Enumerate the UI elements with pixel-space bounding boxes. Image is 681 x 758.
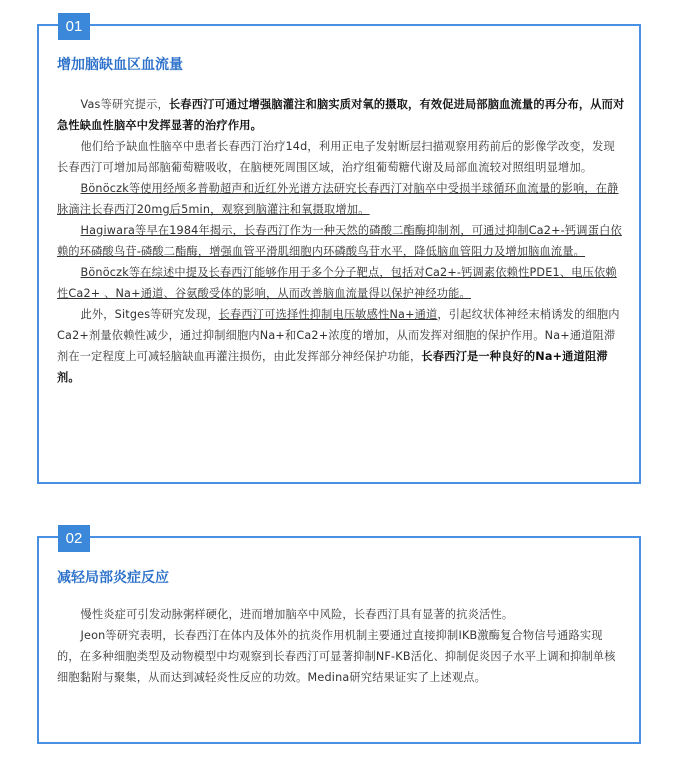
- paragraph: 慢性炎症可引发动脉粥样硬化，进而增加脑卒中风险，长春西汀具有显著的抗炎活性。: [80, 608, 514, 621]
- paragraph-underlined: Hagiwara等早在1984年揭示，长春西汀作为一种天然的磷酸二酯酶抑制剂，可通过抑制Ca2+-钙调蛋白依赖的环磷酸鸟苷-磷酸二酯酶，增强血管平滑肌细胞内环磷酸鸟苷水平，降低脑血管阻力及增加脑血流量。: [57, 224, 622, 258]
- section-card-2: [37, 530, 641, 744]
- paragraph: [57, 94, 625, 136]
- section-number-badge: 01: [58, 13, 90, 40]
- paragraph: [57, 304, 625, 388]
- bold-conclusion: 长春西汀是一种良好的Na+通道阻滞剂。: [57, 350, 608, 384]
- section-body: [57, 94, 625, 388]
- section-title: 减轻局部炎症反应: [57, 570, 169, 586]
- section-card-1: [37, 18, 641, 484]
- section-body: [57, 604, 625, 688]
- paragraph-text: ，引起纹状体神经末梢诱发的细胞内Ca2+剂量依赖性减少，通过抑制细胞内Na+和Ca2+浓度的增加，从而发挥对细胞的保护作用。Na+通道阻滞剂在一定程度上可减轻脑缺血再灌注损伤，由此发挥部分神经保护功能，: [57, 308, 620, 363]
- paragraph-lead: Vas等研究提示，: [80, 98, 169, 111]
- paragraph: Jeon等研究表明，长春西汀在体内及体外的抗炎作用机制主要通过直接抑制IKB激酶复合物信号通路实现的，在多种细胞类型及动物模型中均观察到长春西汀可显著抑制NF-KB活化、抑制促炎因子水平上调和抑制单核细胞黏附与聚集，从而达到减轻炎性反应的功效。Medina研究结果证实了上述观点。: [57, 629, 616, 684]
- section-number-badge: 02: [58, 525, 90, 552]
- paragraph-lead: 此外，Sitges等研究发现，: [80, 308, 219, 321]
- paragraph-underlined: Bönöczk等使用经颅多普勒超声和近红外光谱方法研究长春西汀对脑卒中受损半球循环血流量的影响，在静脉滴注长春西汀20mg后5min，观察到脑灌注和氧摄取增加。: [57, 182, 619, 216]
- section-title: 增加脑缺血区血流量: [57, 57, 183, 73]
- paragraph-underlined: Bönöczk等在综述中提及长春西汀能够作用于多个分子靶点，包括对Ca2+-钙调素依赖性PDE1、电压依赖性Ca2+ 、Na+通道、谷氨酸受体的影响，从而改善脑血流量得以保护神经功能。: [57, 266, 617, 300]
- underlined-phrase: 长春西汀可选择性抑制电压敏感性Na+通道: [218, 308, 438, 321]
- paragraph: 他们给予缺血性脑卒中患者长春西汀治疗14d，利用正电子发射断层扫描观察用药前后的影像学改变，发现长春西汀可增加局部脑葡萄糖吸收，在脑梗死周围区域，治疗组葡萄糖代谢及局部血流较对照组明显增加。: [57, 140, 615, 174]
- bold-highlight: 长春西汀可通过增强脑灌注和脑实质对氧的摄取，有效促进局部脑血流量的再分布，从而对急性缺血性脑卒中发挥显著的治疗作用。: [57, 98, 625, 132]
